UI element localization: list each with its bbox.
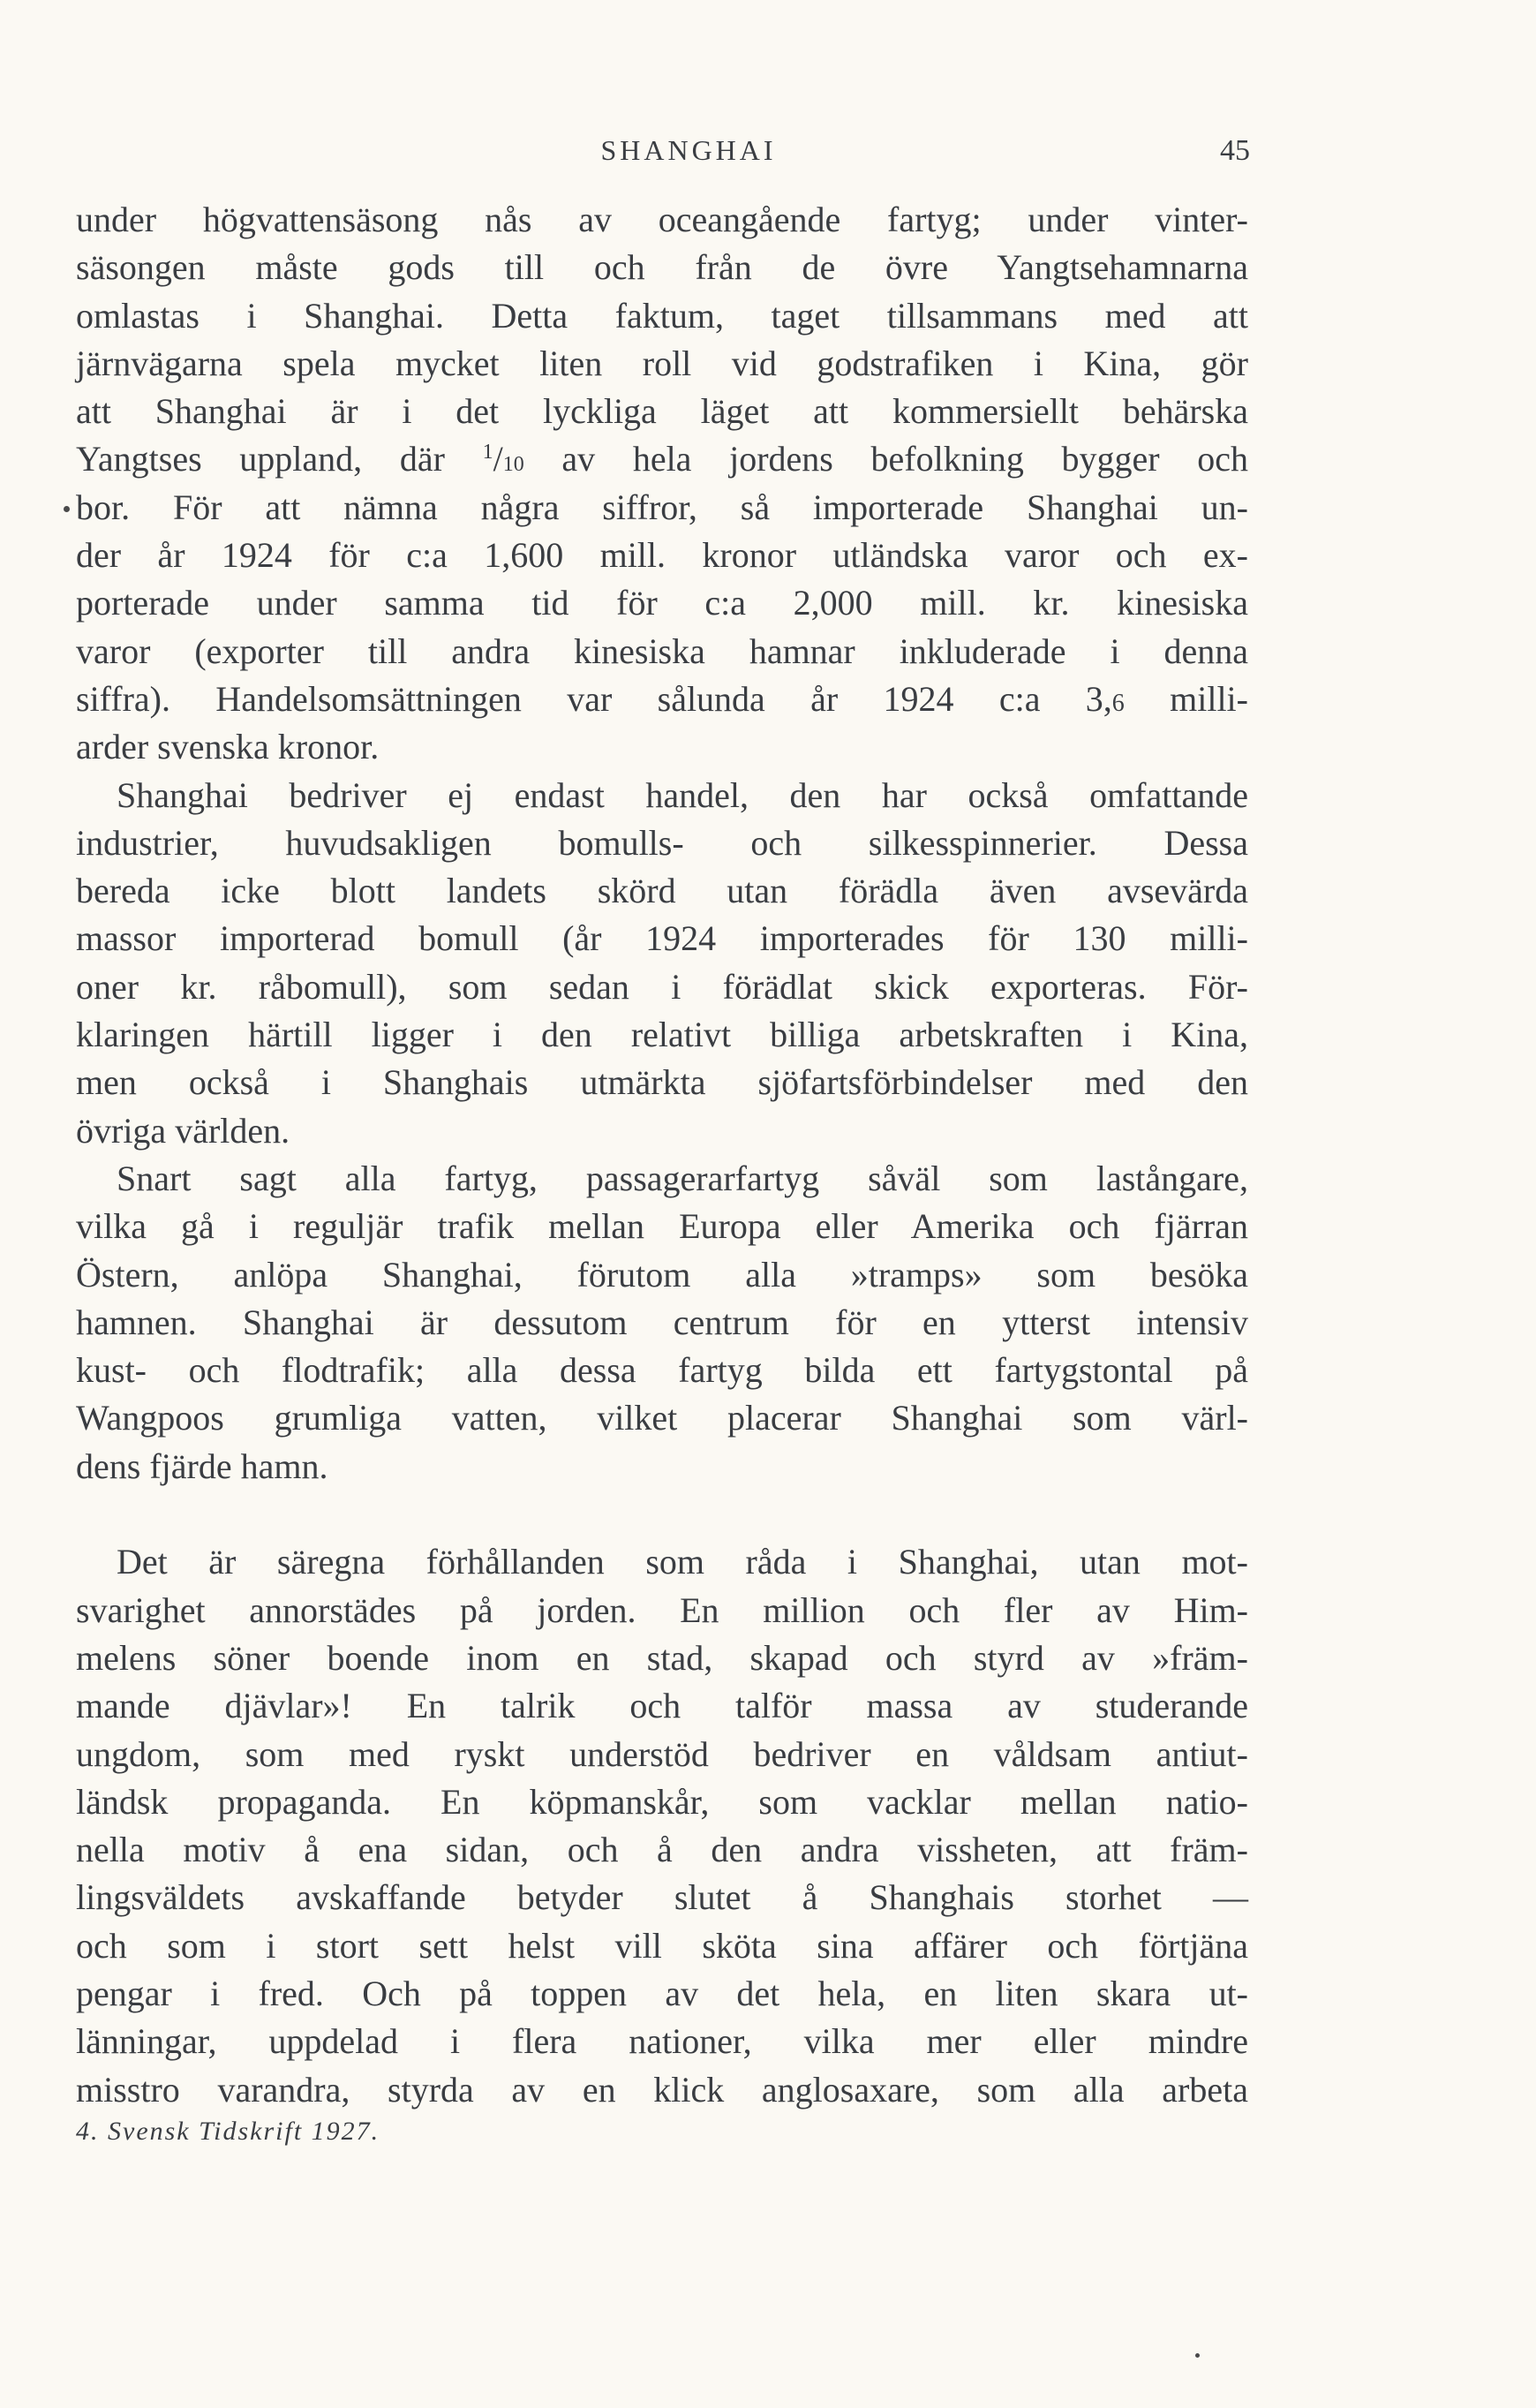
text-line: massor importerad bomull (år 1924 importerades för 130 milli- [76,918,1248,959]
running-head: SHANGHAI [600,134,777,166]
section-break [76,1491,1248,1538]
text-line: varor (exporter till andra kinesiska hamnar inkluderade i denna [76,630,1248,671]
text-line: oner kr. råbomull), som sedan i förädlat skick exporteras. För- [76,966,1248,1007]
text-line: övriga världen. [76,1110,290,1151]
page-header [0,134,1536,178]
text-line: säsongen måste gods till och från de övre Yangtsehamnarna [76,247,1248,288]
text-line: men också i Shanghais utmärkta sjöfartsförbindelser med den [76,1062,1248,1103]
text-line-decimal [76,676,1248,723]
text-line: melens söner boende inom en stad, skapad och styrd av »främ- [76,1637,1248,1678]
text-line: att Shanghai är i det lyckliga läget att kommersiellt behärska [76,391,1248,432]
body-text [76,196,1248,2114]
text-line: industrier, huvudsakligen bomulls- och silkesspinnerier. Dessa [76,822,1248,863]
text-line: länningar, uppdelad i flera nationer, vilka mer eller mindre [76,2021,1248,2062]
text-line: Wangpoos grumliga vatten, vilket placerar Shanghai som värl- [76,1398,1248,1438]
text-line-fraction [76,435,1248,483]
fraction-slash: / [493,439,503,479]
text-line: klaringen härtill ligger i den relativt billiga arbetskraften i Kina, [76,1015,1248,1055]
text-line: dens fjärde hamn. [76,1446,328,1486]
text-segment: siffra). Handelsomsättningen var sålunda år 1924 c:a 3, [76,678,1112,719]
text-line: svarighet annorstädes på jorden. En million och fler av Him- [76,1589,1248,1630]
text-line: mande djävlar»! En talrik och talför massa av studerande [76,1686,1248,1726]
text-line: och som i stort sett helst vill sköta sina affärer och förtjäna [76,1925,1248,1966]
decimal-digit: 6 [1111,689,1125,717]
text-line: Snart sagt alla fartyg, passagerarfartyg såväl som lastångare, [117,1158,1248,1198]
text-line: järnvägarna spela mycket liten roll vid godstrafiken i Kina, gör [76,343,1248,383]
text-line: Shanghai bedriver ej endast handel, den har också omfattande [117,774,1248,815]
text-line: ländsk propaganda. En köpmanskår, som vacklar mellan natio- [76,1781,1248,1822]
text-segment: Yangtses uppland, där [76,439,483,479]
text-line: kust- och flodtrafik; alla dessa fartyg bilda ett fartygstontal på [76,1350,1248,1391]
text-line: porterade under samma tid för c:a 2,000 mill. kr. kinesiska [76,583,1248,623]
margin-dot [64,506,70,512]
text-line: lingsväldets avskaffande betyder slutet å Shanghais storhet — [76,1877,1248,1918]
text-segment: av hela jordens befolkning bygger och [523,439,1248,479]
fraction-denominator: 10 [502,453,524,477]
text-line: Östern, anlöpa Shanghai, förutom alla »tramps» som besöka [76,1254,1248,1295]
text-segment: milli- [1124,678,1248,719]
text-line: bor. För att nämna några siffror, så importerade Shanghai un- [76,487,1248,527]
text-line: vilka gå i reguljär trafik mellan Europa eller Amerika och fjärran [76,1206,1248,1247]
text-line: Det är säregna förhållanden som råda i Shanghai, utan mot- [117,1542,1248,1582]
text-line: misstro varandra, styrda av en klick anglosaxare, som alla arbeta [76,2069,1248,2110]
footer-signature: 4. Svensk Tidskrift 1927. [76,2117,380,2146]
text-line: arder svenska kronor. [76,727,380,767]
text-line: omlastas i Shanghai. Detta faktum, taget tillsammans med att [76,295,1248,336]
text-line: ungdom, som med ryskt understöd bedriver en våldsam antiut- [76,1733,1248,1774]
text-line: bereda icke blott landets skörd utan förädla även avsevärda [76,871,1248,911]
text-line: pengar i fred. Och på toppen av det hela, en liten skara ut- [76,1973,1248,2013]
margin-dot [1195,2353,1200,2358]
page-number: 45 [1220,134,1250,167]
text-line: hamnen. Shanghai är dessutom centrum för en ytterst intensiv [76,1302,1248,1342]
fraction-numerator: 1 [482,441,493,464]
text-line: der år 1924 för c:a 1,600 mill. kronor utländska varor och ex- [76,535,1248,576]
text-line: nella motiv å ena sidan, och å den andra vissheten, att främ- [76,1830,1248,1870]
text-line: under högvattensäsong nås av oceangående fartyg; under vinter- [76,200,1248,239]
